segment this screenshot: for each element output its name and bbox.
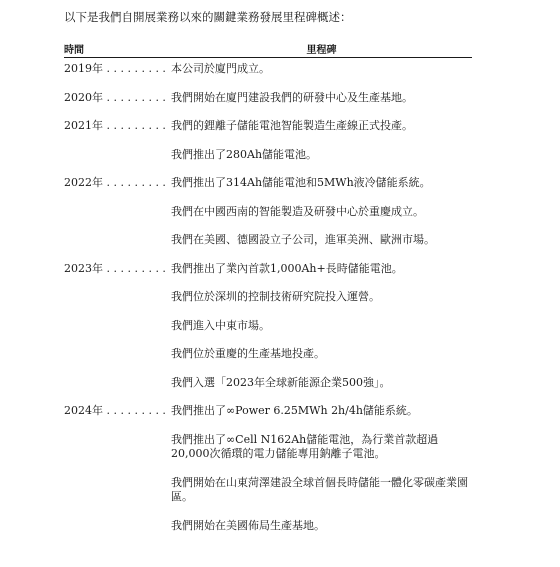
- year-label: 2021年 . . . . . . . . .: [64, 119, 166, 132]
- milestone-row: [64, 148, 472, 163]
- milestone-text: 我們推出了∞Cell N162Ah儲能電池，為行業首款超過20,000次循環的電力儲能專用鈉離子電池。: [171, 432, 439, 460]
- year-label: 2020年 . . . . . . . . .: [64, 90, 166, 104]
- milestone-timeline: [64, 62, 472, 533]
- milestone-text: 我們入選「2023年全球新能源企業500強」。: [171, 375, 391, 389]
- milestone-row: [64, 233, 472, 248]
- milestone-text: 我們推出了280Ah儲能電池。: [171, 147, 318, 161]
- year-label: 2024年 . . . . . . . . .: [64, 404, 166, 417]
- milestone-row: [64, 376, 472, 391]
- milestone-text: 我們推出了業內首款1,000Ah+長時儲能電池。: [171, 261, 403, 275]
- year-label: 2023年 . . . . . . . . .: [64, 261, 166, 275]
- table-header: [64, 41, 472, 58]
- milestone-row: [64, 433, 472, 462]
- milestone-row: [64, 519, 472, 534]
- milestone-text: 我們位於深圳的控制技術研究院投入運營。: [171, 290, 380, 303]
- milestone-row: [64, 62, 472, 77]
- milestone-text: 本公司於廈門成立。: [171, 62, 270, 75]
- year-column-header: 時間: [64, 45, 84, 56]
- milestone-text: 我們開始在山東菏澤建設全球首個長時儲能一體化零碳產業園區。: [171, 475, 468, 503]
- milestone-text: 我們推出了314Ah儲能電池和5MWh液冷儲能系統。: [171, 176, 431, 189]
- milestone-text: 我們開始在美國佈局生產基地。: [171, 518, 325, 532]
- year-label: 2019年 . . . . . . . . .: [64, 62, 166, 75]
- milestone-row: [64, 290, 472, 305]
- milestone-row: [64, 404, 472, 419]
- milestone-row: [64, 319, 472, 334]
- milestone-row: [64, 347, 472, 362]
- milestone-text: 我們在美國、德國設立子公司，進軍美洲、歐洲市場。: [171, 233, 435, 246]
- milestone-row: [64, 205, 472, 220]
- milestone-row: [64, 91, 472, 106]
- milestone-row: [64, 119, 472, 134]
- milestone-row: [64, 476, 472, 505]
- milestone-row: [64, 176, 472, 191]
- milestone-text: 我們進入中東市場。: [171, 318, 270, 332]
- milestone-text: 我們推出了∞Power 6.25MWh 2h/4h儲能系統。: [171, 404, 418, 417]
- milestone-column-header: 里程碑: [306, 45, 337, 56]
- intro-text: 以下是我們自開展業務以來的關鍵業務發展里程碑概述：: [64, 10, 352, 24]
- milestone-row: [64, 262, 472, 277]
- year-label: 2022年 . . . . . . . . .: [64, 176, 166, 189]
- milestone-text: 我們開始在廈門建設我們的研發中心及生產基地。: [171, 90, 413, 104]
- milestone-text: 我們的鋰離子儲能電池智能製造生產線正式投產。: [171, 119, 413, 132]
- milestone-text: 我們在中國西南的智能製造及研發中心於重慶成立。: [171, 204, 424, 218]
- milestone-text: 我們位於重慶的生產基地投產。: [171, 347, 325, 360]
